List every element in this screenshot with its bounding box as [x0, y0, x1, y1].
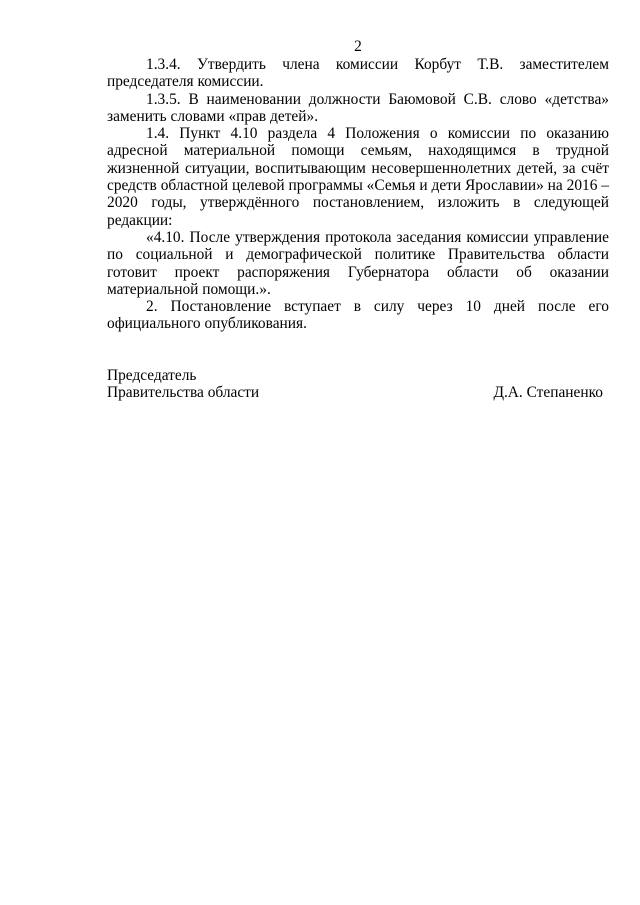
paragraph-1-3-5: 1.3.5. В наименовании должности Баюмовой С.В. слово «детства» заменить словами «прав детей».: [107, 90, 609, 125]
paragraph-1-3-4: 1.3.4. Утвердить члена комиссии Корбут Т.В. заместителем председателя комиссии.: [107, 56, 609, 91]
document-body: [107, 38, 609, 333]
paragraph-quote-4-10: «4.10. После утверждения протокола заседания комиссии управление по социальной и демографической политике Правительства области готовит проект распоряжения Губернатора области об оказании материальной помощи.».: [107, 228, 609, 298]
signatory-title-line1: Председатель: [107, 367, 197, 384]
signatory-name: Д.А. Степаненко: [493, 384, 603, 402]
page-number: 2: [354, 38, 362, 55]
signature-block: [107, 367, 609, 402]
paragraph-1-4: 1.4. Пункт 4.10 раздела 4 Положения о комиссии по оказанию адресной материальной помощи семьям, находящимся в трудной жизненной ситуации, воспитывающим несовершеннолетних детей, за счёт средств областной целевой программы «Семья и дети Ярославии» на 2016 – 2020 годы, утверждённого постановлением, изложить в следующей редакции:: [107, 125, 609, 229]
signature-row: [107, 384, 609, 401]
signatory-title-line2: Правительства области: [107, 384, 260, 402]
paragraph-2: 2. Постановление вступает в силу через 10 дней после его официального опубликования.: [107, 298, 609, 333]
